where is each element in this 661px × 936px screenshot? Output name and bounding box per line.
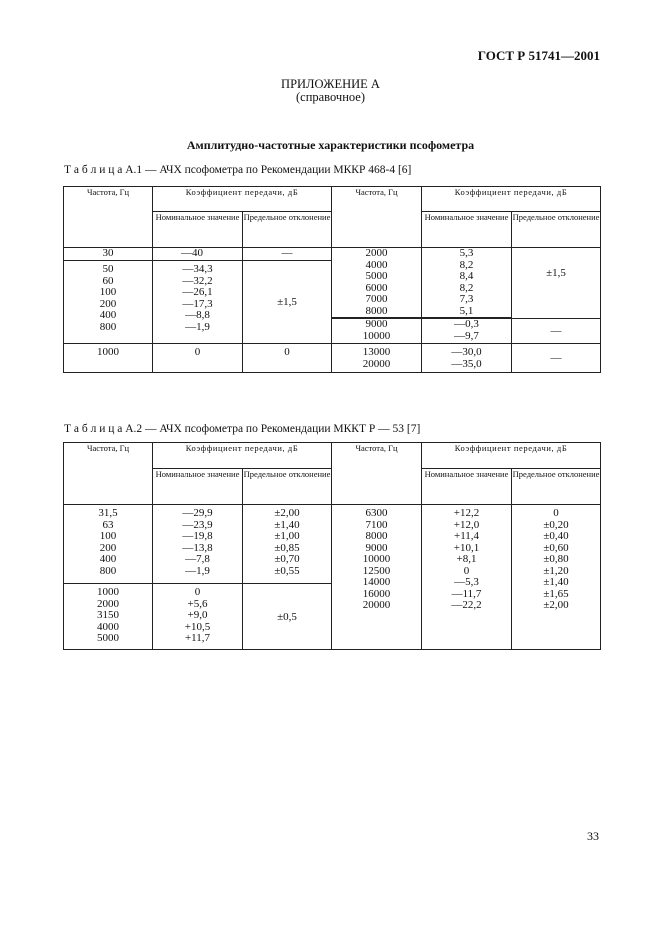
- table-cell-value: 0: [194, 586, 201, 598]
- table-cell-value: 13000: [362, 346, 391, 358]
- table-a2-right-limit: [512, 505, 601, 650]
- table-cell-value: —5,3: [454, 576, 479, 588]
- table-a1-left-nominal-2: [153, 261, 243, 344]
- table-cell-value: 6300: [365, 507, 388, 519]
- table-a1-header-nominal-left: Номинальное значение: [153, 212, 243, 248]
- table-cell-value: 8,4: [459, 270, 474, 282]
- table-cell-value: —7,8: [185, 553, 210, 565]
- table-a1: [63, 186, 601, 373]
- table-a2-right-freq: [332, 505, 422, 650]
- table-cell-value: ±0,55: [274, 564, 300, 577]
- table-cell-value: 4000: [97, 620, 119, 633]
- table-cell-value: 9000: [365, 541, 388, 554]
- table-cell-value: 400: [99, 309, 117, 321]
- table-cell-value: 5000: [97, 632, 119, 644]
- table-cell-value: —40: [181, 247, 203, 259]
- table-cell-value: 5,1: [459, 304, 474, 317]
- table-cell-value: ±1,00: [274, 530, 300, 542]
- table-a2-left-freq-1: [64, 505, 153, 584]
- table-cell-value: —22,2: [451, 599, 482, 611]
- table-cell-value: —1,9: [185, 320, 210, 333]
- table-cell-value: 5,3: [459, 247, 474, 259]
- table-cell-value: ±1,40: [543, 576, 569, 588]
- table-a2-left-limit-2: ±0,5: [243, 584, 332, 650]
- table-cell-value: —17,3: [182, 297, 213, 310]
- table-cell-value: —9,7: [454, 329, 479, 342]
- table-cell-value: —30,0: [451, 346, 482, 358]
- table-cell-value: 2000: [97, 597, 119, 610]
- table-a1-header-limit-left: Предельное отклонение: [243, 212, 332, 248]
- table-a1-left-limit-3: 0: [243, 344, 332, 373]
- table-a2-header-freq-left: Частота, Гц: [64, 443, 153, 505]
- table-cell-value: 1000: [97, 586, 119, 598]
- table-a2-header-freq-right: Частота, Гц: [332, 443, 422, 505]
- table-cell-value: ±2,00: [543, 599, 569, 611]
- table-cell-value: —13,8: [182, 541, 213, 554]
- table-cell-value: 7,3: [459, 293, 474, 305]
- document-code: ГОСТ Р 51741—2001: [477, 48, 600, 63]
- table-cell-value: 100: [99, 286, 117, 298]
- table-cell-value: +10,5: [184, 620, 211, 633]
- table-cell-value: —0,3: [454, 318, 479, 330]
- table-cell-value: 10000: [362, 329, 391, 342]
- table-cell-value: 60: [102, 274, 114, 287]
- table-a1-header-gain-right: Коэффициент передачи, дБ: [422, 187, 601, 212]
- table-cell-value: 8,2: [459, 258, 474, 271]
- table-a1-right-limit-1: ±1,5: [512, 248, 601, 319]
- table-cell-value: 16000: [362, 587, 391, 600]
- table-a1-right-limit-2: —: [512, 319, 601, 344]
- table-a1-caption: Т а б л и ц а А.1 — АЧХ псофометра по Рекомендации МККР 468-4 [6]: [64, 164, 412, 176]
- table-cell-value: —19,8: [182, 530, 213, 542]
- table-cell-value: ±0,85: [274, 541, 300, 554]
- table-cell-value: ±2,00: [274, 507, 300, 519]
- table-cell-value: 31,5: [98, 507, 118, 519]
- table-cell-value: —32,2: [182, 274, 213, 287]
- table-cell-value: +11,7: [184, 632, 211, 644]
- table-a2-header-nominal-right: Номинальное значение: [422, 469, 512, 505]
- table-cell-value: 0: [553, 507, 559, 519]
- table-cell-value: —35,0: [451, 357, 482, 370]
- table-cell-value: +8,1: [456, 553, 477, 565]
- table-cell-value: 6000: [365, 281, 388, 294]
- table-cell-value: 200: [99, 297, 117, 310]
- table-cell-value: —1,9: [185, 564, 210, 577]
- table-cell-value: 8000: [365, 304, 388, 317]
- table-cell-value: —26,1: [182, 286, 213, 298]
- table-a2-header-gain-left: Коэффициент передачи, дБ: [153, 443, 332, 469]
- table-a2-caption: Т а б л и ц а А.2 — АЧХ псофометра по Рекомендации МККТ Р — 53 [7]: [64, 423, 421, 435]
- table-cell-value: 0: [194, 346, 201, 358]
- table-cell-value: 10000: [362, 553, 391, 565]
- table-a1-left-nominal-3: [153, 344, 243, 373]
- table-a1-header-limit-right: Предельное отклонение: [512, 212, 601, 248]
- table-a2-header-limit-left: Предельное отклонение: [243, 469, 332, 505]
- table-a2-header-nominal-left: Номинальное значение: [153, 469, 243, 505]
- table-a1-right-freq-3: [332, 344, 422, 373]
- table-cell-value: 800: [99, 320, 117, 333]
- table-a1-left-limit-2: ±1,5: [243, 261, 332, 344]
- table-cell-value: ±0,60: [543, 541, 569, 554]
- table-a1-right-nominal-2: [422, 319, 512, 344]
- table-a1-right-freq-2: [332, 319, 422, 344]
- table-a1-header-gain-left: Коэффициент передачи, дБ: [153, 187, 332, 212]
- table-cell-value: ±0,80: [543, 553, 569, 565]
- table-cell-value: 20000: [362, 357, 391, 370]
- table-cell-value: ±0,70: [274, 553, 300, 565]
- table-cell-value: 1000: [97, 346, 119, 358]
- table-cell-value: ±1,65: [543, 587, 569, 600]
- table-a2-right-nominal: [422, 505, 512, 650]
- table-cell-value: ±0,40: [543, 530, 569, 542]
- table-cell-value: —8,8: [185, 309, 210, 321]
- table-cell-value: 0: [463, 564, 470, 577]
- table-cell-value: 30: [102, 247, 114, 259]
- table-cell-value: +11,4: [453, 530, 480, 542]
- table-cell-value: +9,0: [187, 609, 208, 621]
- table-cell-value: 63: [102, 518, 114, 531]
- table-cell-value: 4000: [365, 258, 388, 271]
- table-a1-header-freq-left: Частота, Гц: [64, 187, 153, 248]
- table-a1-right-limit-3: —: [512, 344, 601, 373]
- table-cell-value: +12,2: [453, 507, 480, 519]
- table-a2-left-limit-1: [243, 505, 332, 584]
- section-title: Амплитудно-частотные характеристики псофометра: [186, 138, 475, 152]
- table-a1-right-nominal-3: [422, 344, 512, 373]
- table-cell-value: +5,6: [187, 597, 208, 610]
- table-cell-value: 100: [99, 530, 117, 542]
- table-cell-value: 3150: [97, 609, 119, 621]
- table-cell-value: 14000: [362, 576, 391, 588]
- table-a1-left-nominal-1: [153, 248, 243, 261]
- table-cell-value: 800: [99, 564, 117, 577]
- table-a2-header-limit-right: Предельное отклонение: [512, 469, 601, 505]
- table-a1-left-freq-1: [64, 248, 153, 261]
- table-a1-header-freq-right: Частота, Гц: [332, 187, 422, 248]
- table-a1-left-freq-3: [64, 344, 153, 373]
- table-a2-left-nominal-2: [153, 584, 243, 650]
- table-a1-left-limit-1: —: [243, 248, 332, 261]
- table-cell-value: ±0,20: [543, 518, 569, 531]
- appendix-heading: [0, 78, 661, 104]
- appendix-title: ПРИЛОЖЕНИЕ А: [281, 77, 380, 91]
- appendix-subtitle: (справочное): [295, 90, 366, 104]
- table-a2-left-freq-2: [64, 584, 153, 650]
- table-cell-value: 12500: [362, 564, 391, 577]
- table-cell-value: 9000: [365, 318, 388, 330]
- table-cell-value: 7100: [365, 518, 388, 531]
- table-cell-value: 400: [99, 553, 117, 565]
- table-a2-left-nominal-1: [153, 505, 243, 584]
- table-a1-right-nominal-1: [422, 248, 512, 318]
- table-cell-value: —34,3: [182, 263, 213, 275]
- table-cell-value: ±1,20: [543, 564, 569, 577]
- page-number: 33: [587, 829, 599, 843]
- table-cell-value: 8,2: [459, 281, 474, 294]
- table-cell-value: 8000: [365, 530, 388, 542]
- table-a1-header-nominal-right: Номинальное значение: [422, 212, 512, 248]
- table-a1-left-freq-2: [64, 261, 153, 344]
- table-cell-value: +10,1: [453, 541, 480, 554]
- table-a1-right-freq-1: [332, 248, 422, 318]
- table-cell-value: 2000: [365, 247, 388, 259]
- table-cell-value: —23,9: [182, 518, 213, 531]
- table-cell-value: 50: [102, 263, 114, 275]
- table-cell-value: +12,0: [453, 518, 480, 531]
- table-cell-value: ±1,40: [274, 518, 300, 531]
- table-a2: [63, 442, 601, 650]
- table-cell-value: 200: [99, 541, 117, 554]
- table-a2-header-gain-right: Коэффициент передачи, дБ: [422, 443, 601, 469]
- table-cell-value: 5000: [365, 270, 388, 282]
- table-cell-value: —11,7: [451, 587, 482, 600]
- table-cell-value: 20000: [362, 599, 391, 611]
- table-cell-value: —29,9: [182, 507, 213, 519]
- table-cell-value: 7000: [365, 293, 388, 305]
